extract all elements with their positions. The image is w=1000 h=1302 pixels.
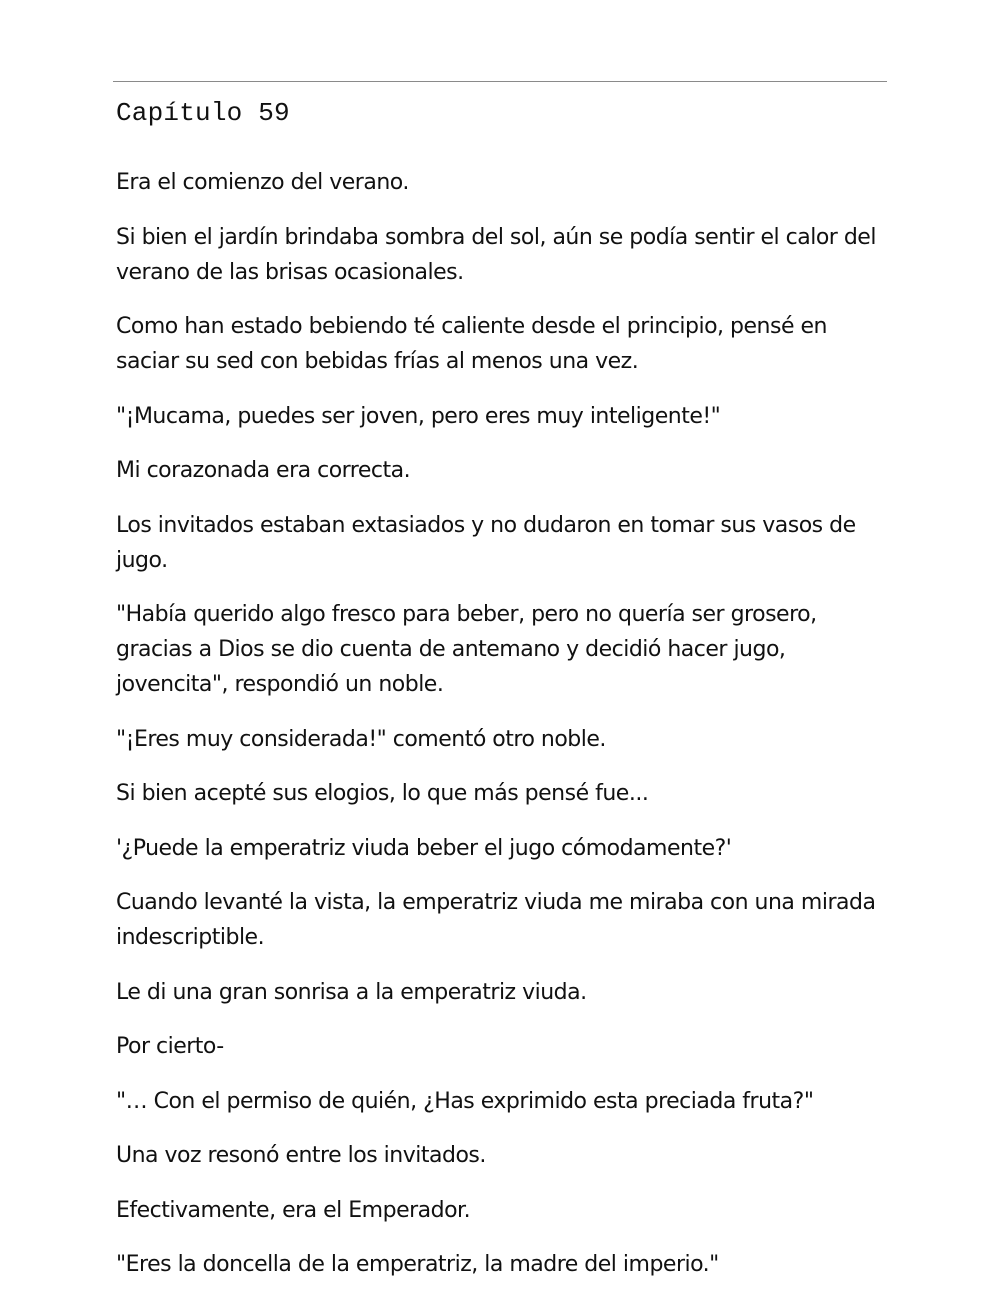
paragraph: "Eres la doncella de la emperatriz, la madre del imperio." xyxy=(116,1252,719,1277)
chapter-body xyxy=(116,165,886,1302)
paragraph: Mi corazonada era correcta. xyxy=(116,458,411,483)
paragraph: Como han estado bebiendo té caliente desde el principio, pensé en saciar su sed con bebidas frías al menos una vez. xyxy=(116,314,827,374)
chapter-title: Capítulo 59 xyxy=(116,98,290,128)
paragraph: Efectivamente, era el Emperador. xyxy=(116,1197,471,1223)
paragraph: Por cierto- xyxy=(116,1034,224,1059)
paragraph: Una voz resonó entre los invitados. xyxy=(116,1143,486,1168)
paragraph: Si bien acepté sus elogios, lo que más pensé fue... xyxy=(116,781,649,806)
paragraph: "¡Mucama, puedes ser joven, pero eres muy inteligente!" xyxy=(116,403,721,429)
paragraph: Los invitados estaban extasiados y no dudaron en tomar sus vasos de jugo. xyxy=(116,512,856,573)
paragraph: '¿Puede la emperatriz viuda beber el jugo cómodamente?' xyxy=(116,835,732,861)
paragraph: Era el comienzo del verano. xyxy=(116,170,409,195)
paragraph: Cuando levanté la vista, la emperatriz viuda me miraba con una mirada indescriptible. xyxy=(116,890,876,950)
paragraph: Si bien el jardín brindaba sombra del sol, aún se podía sentir el calor del verano de las brisas ocasionales. xyxy=(116,224,876,285)
paragraph: "… Con el permiso de quién, ¿Has exprimido esta preciada fruta?" xyxy=(116,1088,814,1114)
paragraph: "Había querido algo fresco para beber, pero no quería ser grosero, gracias a Dios se dio cuenta de antemano y decidió hacer jugo, jovencita", respondió un noble. xyxy=(116,602,817,697)
top-divider xyxy=(113,81,887,82)
paragraph: Le di una gran sonrisa a la emperatriz viuda. xyxy=(116,979,587,1005)
paragraph: "¡Eres muy considerada!" comentó otro noble. xyxy=(116,726,606,752)
